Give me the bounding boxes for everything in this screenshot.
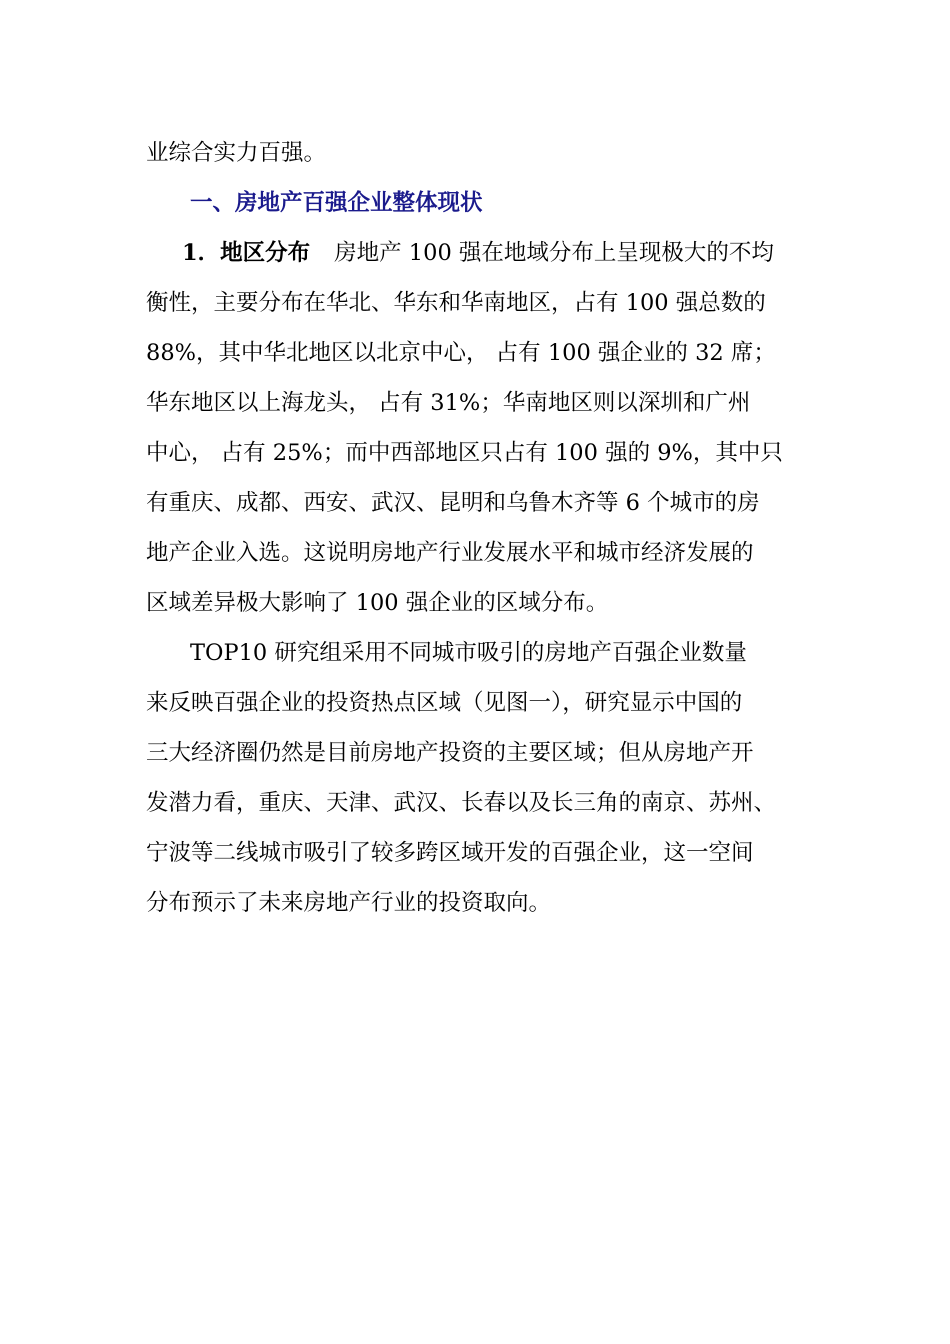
paragraph-line: 地产企业入选。这说明房地产行业发展水平和城市经济发展的	[146, 540, 754, 566]
paragraph-line: 区域差异极大影响了 100 强企业的区域分布。	[146, 590, 609, 616]
paragraph-line: 衡性，主要分布在华北、华东和华南地区，占有 100 强总数的	[146, 290, 766, 316]
section-heading: 一、房地产百强企业整体现状	[190, 190, 483, 216]
paragraph-line: 来反映百强企业的投资热点区域（见图一），研究显示中国的	[146, 690, 743, 716]
paragraph-line: 业综合实力百强。	[146, 140, 327, 166]
paragraph-text: 房地产 100 强在地域分布上呈现极大的不均	[334, 240, 774, 266]
paragraph-line: 宁波等二线城市吸引了较多跨区域开发的百强企业，这一空间	[146, 840, 754, 866]
paragraph-line: 华东地区以上海龙头， 占有 31%；华南地区则以深圳和广州	[146, 390, 751, 416]
paragraph-line: 三大经济圈仍然是目前房地产投资的主要区域；但从房地产开	[146, 740, 754, 766]
paragraph-line: 中心， 占有 25%；而中西部地区只占有 100 强的 9%，其中只	[146, 440, 783, 466]
paragraph-line: 发潜力看，重庆、天津、武汉、长春以及长三角的南京、苏州、	[146, 790, 777, 816]
paragraph-line: TOP10 研究组采用不同城市吸引的房地产百强企业数量	[190, 640, 747, 666]
subsection-heading: 1．地区分布	[182, 240, 311, 266]
paragraph-line: 分布预示了未来房地产行业的投资取向。	[146, 890, 552, 916]
paragraph-line	[146, 228, 836, 278]
paragraph-line: 有重庆、成都、西安、武汉、昆明和乌鲁木齐等 6 个城市的房	[146, 490, 760, 516]
document-body	[146, 128, 836, 928]
paragraph-line: 88%，其中华北地区以北京中心， 占有 100 强企业的 32 席；	[146, 340, 776, 366]
